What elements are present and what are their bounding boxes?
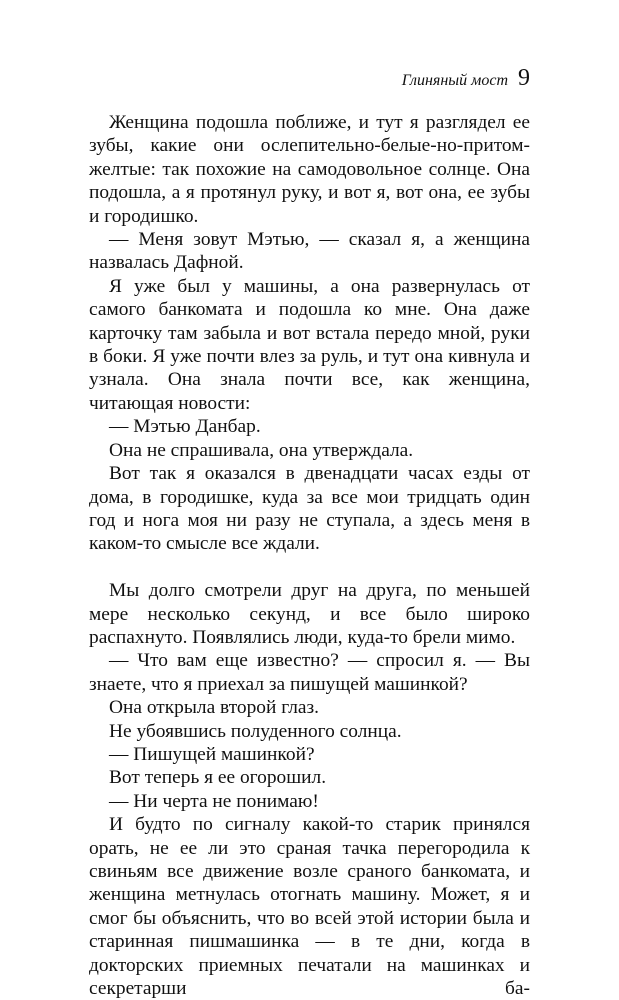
paragraph: — Ни черта не понимаю! [109, 790, 319, 812]
running-header [402, 66, 530, 90]
paragraph: Вот так я оказался в двенадцати часах езды от дома, в городишке, куда за все мои тридцать один год и нога моя ни разу не ступала, а здесь меня в каком-то смысле все ждали. [89, 463, 530, 555]
page-number: 9 [518, 65, 530, 91]
paragraph: Она не спрашивала, она утверждала. [109, 439, 414, 461]
paragraph: — Мэтью Данбар. [109, 416, 261, 438]
paragraph: Не убоявшись полуденного солнца. [109, 720, 402, 742]
body-text [89, 111, 530, 1000]
paragraph: Женщина подошла поближе, и тут я разглядел ее зубы, какие они ослепительно-белые-но-притом-желтые: так похожие на самодовольное солнце. Она подошла, а я протянул руку, и вот я, вот она, ее зубы и городишко. [89, 112, 530, 227]
section-break [89, 556, 530, 579]
running-title: Глиняный мост [401, 72, 508, 89]
paragraph: — Что вам еще известно? — спросил я. — Вы знаете, что я приехал за пишущей машинкой? [89, 650, 530, 695]
paragraph: И будто по сигналу какой-то старик принялся орать, не ее ли это сраная тачка перегородила к свиньям все движение возле сраного банкомата, и женщина метнулась отогнать машину. Может, я и смог бы объяснить, что во всей этой истории была и старинная пишмашинка — в те дни, когда в докторских приемных печатали на машинках и секретарши ба- [89, 814, 530, 1000]
paragraph: Она открыла второй глаз. [109, 697, 319, 719]
paragraph: — Пишущей машинкой? [109, 743, 315, 765]
paragraph: Вот теперь я ее огорошил. [109, 767, 327, 789]
paragraph: — Меня зовут Мэтью, — сказал я, а женщина назвалась Дафной. [89, 229, 530, 274]
paragraph: Я уже был у машины, а она развернулась от самого банкомата и подошла ко мне. Она даже карточку там забыла и вот встала передо мной, руки в боки. Я уже почти влез за руль, и тут она кивнула и узнала. Она знала почти все, как женщина, читающая новости: [89, 275, 530, 414]
paragraph: Мы долго смотрели друг на друга, по меньшей мере несколько секунд, и все было широко распахнуто. Появлялись люди, куда-то брели мимо. [89, 580, 530, 648]
